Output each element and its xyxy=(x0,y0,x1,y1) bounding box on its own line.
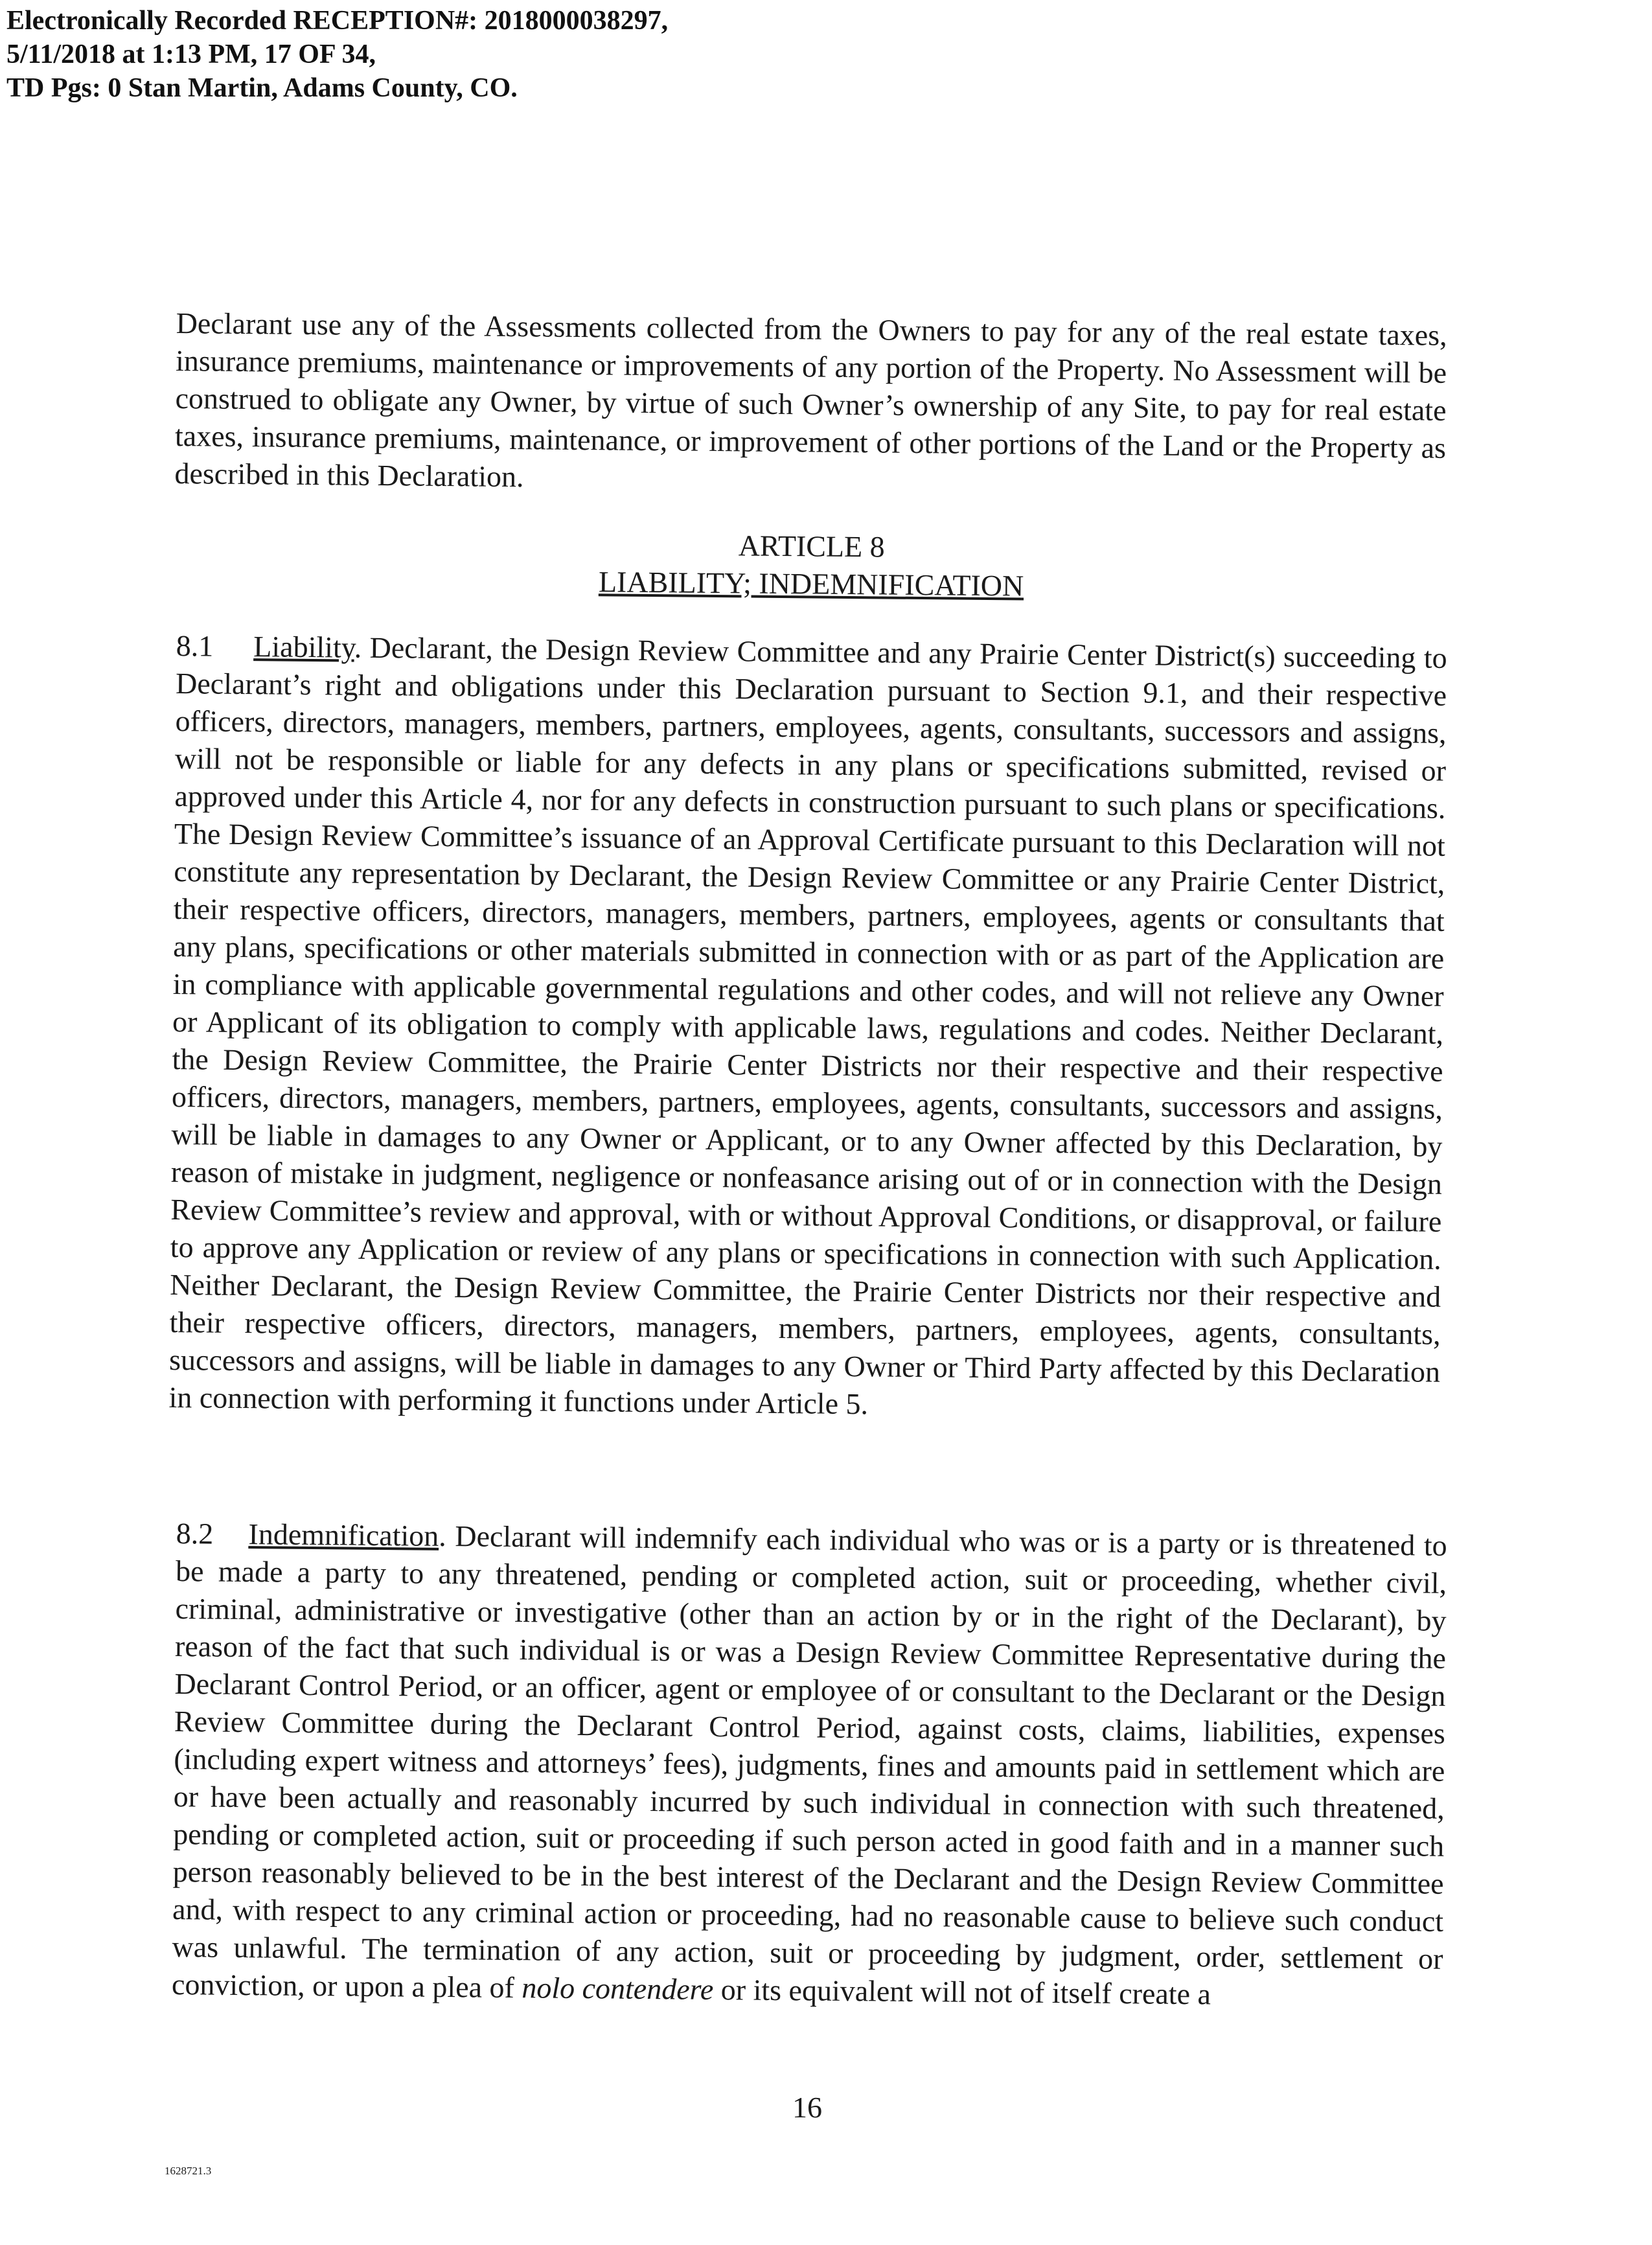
section-8-2-heading: Indemnification xyxy=(248,1517,439,1552)
recording-line-1: Electronically Recorded RECEPTION#: 2018000038297, xyxy=(6,6,669,36)
section-8-1-heading: Liability xyxy=(253,630,355,664)
section-8-1-number: 8.1 xyxy=(176,628,214,663)
section-8-2-number: 8.2 xyxy=(176,1516,214,1550)
section-8-2-text: Declarant will indemnify each individual who was or is a party or is threatened to be made a party to any threatened, pending or completed action, suit or proceeding, whether civil, criminal, administrative or investigative (other than an action by or in the right of the Declarant), by reason of the fact that such individual is or was a Design Review Committee Representative during the Declarant Control Period, or an officer, agent or employee of or consultant to the Declarant or the Design Review Committee during the Declarant Control Period, against costs, claims, liabilities, expenses (including expert witness and attorneys’ fees), judgments, fines and amounts paid in settlement which are or have been actually and reasonably incurred by such individual in connection with such threatened, pending or completed action, suit or proceeding if such person acted in good faith and in a manner such person reasonably believed to be in the best interest of the Declarant and the Design Review Committee and, with respect to any criminal action or proceeding, had no reasonable cause to believe such conduct was unlawful. The termination of any action, suit or proceeding by judgment, order, settlement or conviction, or upon a plea of xyxy=(171,1519,1447,2005)
continuation-text: Declarant use any of the Assessments collected from the Owners to pay for any of the real estate taxes, insurance premiums, maintenance or improvements of any portion of the Property. No Assessment will be construed to obligate any Owner, by virtue of such Owner’s ownership of any Site, to pay for real estate taxes, insurance premiums, maintenance, or improvement of other portions of the Land or the Property as described in this Declaration. xyxy=(174,306,1447,494)
section-8-1-text: Declarant, the Design Review Committee and any Prairie Center District(s) succeeding to Declarant’s right and obligations under this Declaration pursuant to Section 9.1, and their respective officers, directors, managers, members, partners, employees, agents, consultants, successors and assigns, will not be responsible or liable for any defects in any plans or specifications submitted, revised or approved under this Article 4, nor for any defects in construction pursuant to such plans or specifications. The Design Review Committee’s issuance of an Approval Certificate pursuant to this Declaration will not constitute any representation by Declarant, the Design Review Committee or any Prairie Center District, their respective officers, directors, managers, members, partners, employees, agents or consultants that any plans, specifications or other materials submitted in connection with or as part of the Application are in compliance with applicable governmental regulations and other codes, and will not relieve any Owner or Applicant of its obligation to comply with applicable laws, regulations and codes. Neither Declarant, the Design Review Committee, the Prairie Center Districts nor their respective and their respective officers, directors, managers, members, partners, employees, agents, consultants, successors and assigns, will be liable in damages to any Owner or Applicant, or to any Owner affected by this Declaration, by reason of mistake in judgment, negligence or nonfeasance arising out of or in connection with the Design Review Committee’s review and approval, with or without Approval Conditions, or disapproval, or failure to approve any Application or review of any plans or specifications in connection with such Application. Neither Declarant, the Design Review Committee, the Prairie Center Districts nor their respective and their respective officers, directors, managers, members, partners, employees, agents, consultants, successors and assigns, will be liable in damages to any Owner or Third Party affected by this Declaration in connection with performing it functions under Article 5. xyxy=(168,630,1447,1421)
continuation-paragraph xyxy=(174,305,1447,505)
article-number: ARTICLE 8 xyxy=(738,529,885,564)
article-title: LIABILITY; INDEMNIFICATION xyxy=(598,565,1024,603)
section-8-2-italic-phrase: nolo contendere xyxy=(522,1971,714,2006)
section-8-2-text-end: or its equivalent will not of itself create a xyxy=(720,1973,1211,2011)
section-8-1: 8.1 Liability. Declarant, the Design Review Committee and any Prairie Center District(s) succeeding to Declarant’s right and obligations under this Declaration pursuant to Section 9.1, and their respective officers, directors, managers, members, partners, employees, agents, consultants, successors and assigns, will not be responsible or liable for any defects in any plans or specifications submitted, revised or approved under this Article 4, nor for any defects in construction pursuant to such plans or specifications. The Design Review Committee’s issuance of an Approval Certificate pursuant to this Declaration will not constitute any representation by Declarant, the Design Review Committee or any Prairie Center District, their respective officers, directors, managers, members, partners, employees, agents or consultants that any plans, specifications or other materials submitted in connection with or as part of the Application are in compliance with applicable governmental regulations and other codes, and will not relieve any Owner or Applicant of its obligation to comply with applicable laws, regulations and codes. Neither Declarant, the Design Review Committee, the Prairie Center Districts nor their respective and their respective officers, directors, managers, members, partners, employees, agents, consultants, successors and assigns, will be liable in damages to any Owner or Applicant, or to any Owner affected by this Declaration, by reason of mistake in judgment, negligence or nonfeasance arising out of or in connection with the Design Review Committee’s review and approval, with or without Approval Conditions, or disapproval, or failure to approve any Application or review of any plans or specifications in connection with such Application. Neither Declarant, the Design Review Committee, the Prairie Center Districts nor their respective and their respective officers, directors, managers, members, partners, employees, agents, consultants, successors and assigns, will be liable in damages to any Owner or Third Party affected by this Declaration in connection with performing it functions under Article 5. xyxy=(168,628,1447,1421)
page-number: 16 xyxy=(792,2091,822,2124)
recording-stamp-header xyxy=(6,4,668,105)
document-id: 1628721.3 xyxy=(165,2165,212,2177)
article-heading xyxy=(176,522,1447,609)
section-8-2: 8.2 Indemnification. Declarant will indemnify each individual who was or is a party or is threatened to be made a party to any threatened, pending or completed action, suit or proceeding, whether civil, criminal, administrative or investigative (other than an action by or in the right of the Declarant), by reason of the fact that such individual is or was a Design Review Committee Representative during the Declarant Control Period, or an officer, agent or employee of or consultant to the Declarant or the Design Review Committee during the Declarant Control Period, against costs, claims, liabilities, expenses (including expert witness and attorneys’ fees), judgments, fines and amounts paid in settlement which are or have been actually and reasonably incurred by such individual in connection with such threatened, pending or completed action, suit or proceeding if such person acted in good faith and in a manner such person reasonably believed to be in the best interest of the Declarant and the Design Review Committee and, with respect to any criminal action or proceeding, had no reasonable cause to believe such conduct was unlawful. The termination of any action, suit or proceeding by judgment, order, settlement or conviction, or upon a plea of nolo contendere or its equivalent will not of itself create a xyxy=(171,1516,1447,2011)
recording-line-2: 5/11/2018 at 1:13 PM, 17 OF 34, xyxy=(6,40,376,69)
recording-line-3: TD Pgs: 0 Stan Martin, Adams County, CO. xyxy=(6,73,518,103)
